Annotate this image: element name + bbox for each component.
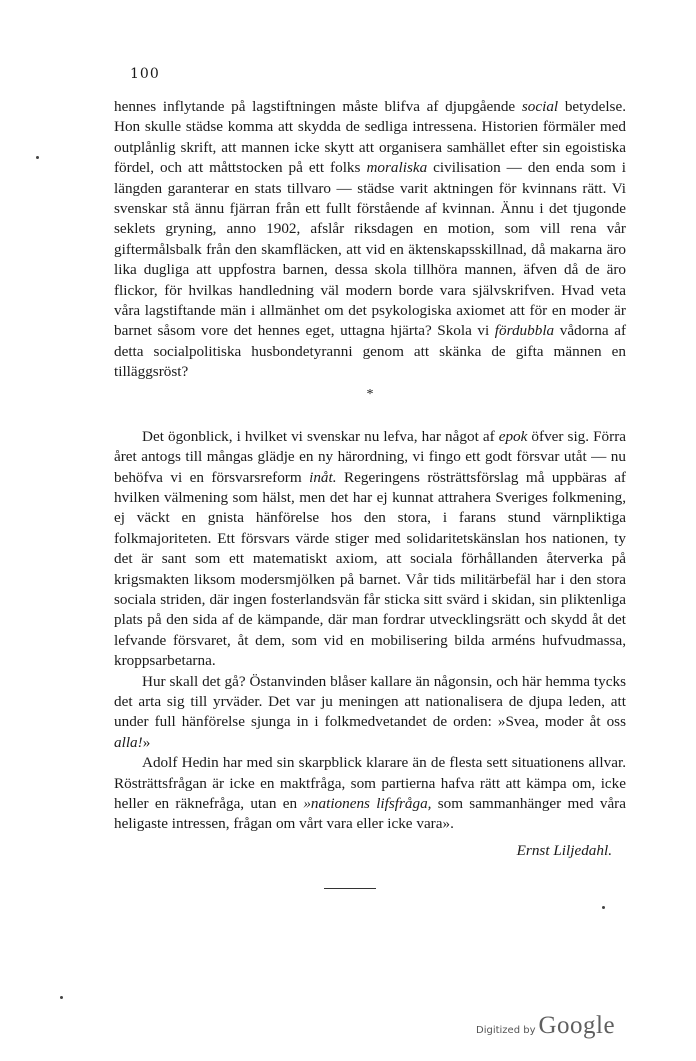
paragraph bbox=[114, 97, 626, 383]
google-credit bbox=[476, 1012, 615, 1040]
text-segment: Regeringens rösträttsförslag må uppbäras af hvilken välmening som hälst, men det har ej kunnat attrahera Sveriges folkmening, ej väckt en gnista hänförelse hos den stora, i farans stund värnpliktiga folkmajoriteten. Ett försvars värde stiger med solidaritetskänslan hos nationen, ty det är sant som ett matematiskt axiom, att sociala förhållanden återverka på krigsmakten liksom modersmjölken på barnet. Vår tids militärbefäl har i den stora sociala striden, där ingen fosterlandsvän får sticka sitt svärd i skidan, sin pliktenliga plats på den sida af de kämpande, där man fordrar utvecklingsrätt och skydd åt det lefvande försvaret, åt dem, som vid en mobilisering bilda arméns hufvudmassa, kroppsarbetarna. bbox=[114, 468, 626, 670]
section-separator: * bbox=[366, 386, 374, 402]
paragraph bbox=[114, 672, 626, 754]
italic-text: fördubbla bbox=[494, 322, 555, 340]
margin-mark bbox=[60, 996, 63, 999]
text-segment: hennes inflytande på lagstiftningen måste blifva af djupgående bbox=[114, 98, 522, 115]
text-segment: » bbox=[142, 733, 151, 751]
paragraph bbox=[114, 427, 626, 672]
margin-mark bbox=[602, 906, 605, 909]
italic-text: social bbox=[521, 98, 559, 115]
article-body bbox=[114, 97, 626, 861]
text-segment: Adolf Hedin har med sin skarpblick klarare än de flesta sett situationens allvar. Rösträttsfrågan är icke en maktfråga, som partierna hafva rätt att kämpa om, icke heller en räknefråga, utan en bbox=[114, 754, 626, 812]
italic-text: alla! bbox=[114, 733, 143, 751]
google-logo: Google bbox=[538, 1012, 616, 1039]
italic-text: epok bbox=[498, 427, 528, 445]
italic-text: »nationens lifsfråga, bbox=[303, 795, 432, 812]
italic-text: inåt. bbox=[309, 468, 337, 486]
paragraph bbox=[114, 753, 626, 835]
text-segment: Det ögonblick, i hvilket vi svenskar nu lefva, har något af bbox=[142, 427, 499, 445]
text-segment: som sammanhänger med våra heligaste intressen, frågan om vårt vara eller icke vara». bbox=[114, 795, 626, 833]
page-number: 100 bbox=[130, 66, 160, 82]
text-segment: Hur skall det gå? Östanvinden blåser kallare än någonsin, och här hemma tycks det arta sig till yrväder. Det var ju meningen att nationalisera de djupa leden, att under full hänförelse sjunga in i folkmedvetandet de orden: »Svea, moder åt oss bbox=[114, 672, 626, 731]
italic-text: moraliska bbox=[366, 159, 428, 177]
author-signature: Ernst Liljedahl. bbox=[516, 841, 612, 859]
text-segment: vådorna af detta socialpolitiska husbondetyranni genom att skänka de gifta männen en tilläggsröst? bbox=[114, 322, 626, 381]
text-segment: civilisation — den enda som i längden garanterar en stats tillvaro — städse varit aktningen för kvinnans rätt. Vi svenskar stå ännu fjärran från ett fullt förstående af kvinnan. Ännu i det tjugonde seklets gryning, anno 1902, afslår riksdagen en motion, som vill rena vår giftermålsbalk från den skamfläcken, att vid en äktenskapsskillnad, då makarna äro lika dugliga att uppfostra barnen, dessa skola tillhöra mannen, äfven då de äro flickor, för hvilkas handledning väl modern borde vara självskrifven. Hvad veta våra lagstiftande män i allmänhet om det psykologiska axiomet att för en moder är barnet såsom vore det hennes eget, uttagna hjärta? Skola vi bbox=[114, 159, 626, 340]
credit-prefix: Digitized by bbox=[476, 1025, 536, 1036]
text-segment: öfver sig. Förra året antogs till mångas glädje en ny härordning, vi fingo ett godt försvar utåt — nu behöfva vi en försvarsreform bbox=[114, 427, 626, 486]
end-rule bbox=[324, 888, 376, 889]
margin-mark bbox=[36, 156, 39, 159]
text-segment: betydelse. Hon skulle städse komma att skydda de sedliga intressena. Historien förmäler med outplånlig skrift, att mannen icke skytt att organisera samhället efter sin egoistiska fördel, och att måttstocken på ett folks bbox=[114, 98, 626, 177]
